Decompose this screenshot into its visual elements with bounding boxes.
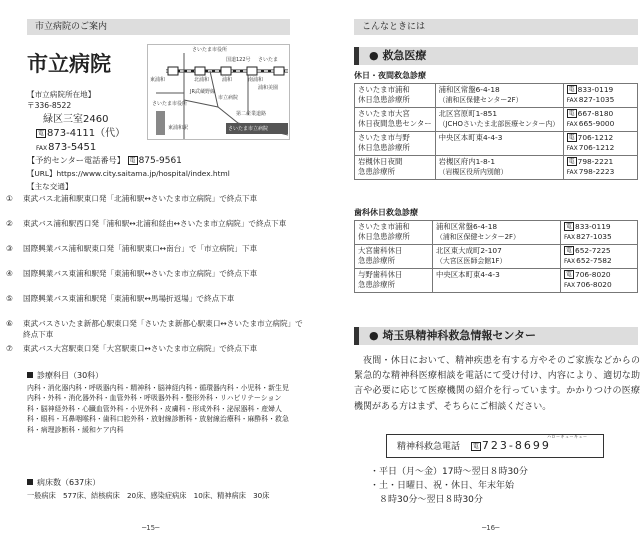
phone-icon: 電 — [566, 271, 573, 278]
access-item — [6, 293, 306, 304]
map-label: 東浦和駅 — [168, 125, 189, 131]
clinic-address-line: （浦和区保健センター2F） — [436, 233, 520, 241]
clinic-name — [355, 269, 433, 293]
reserve-line — [27, 155, 182, 166]
map-label: 国道122号 — [226, 57, 251, 63]
phone-icon: 電 — [129, 157, 136, 164]
clinic-address-line: 浦和区常盤6-4-18 — [438, 85, 500, 94]
hospital-map — [147, 44, 290, 140]
hospital-url[interactable]: 【URL】https://www.city.saitama.jp/hospital/index.html — [27, 169, 230, 178]
hours-line: ・土・日曜日、祝・休日、年末年始 — [370, 481, 515, 491]
fax-icon: FAX — [564, 282, 576, 289]
clinic-address-line — [439, 143, 560, 153]
dept-heading — [27, 371, 103, 381]
access-item — [6, 218, 306, 229]
fax-number: 873-5451 — [48, 142, 97, 153]
fax-icon: FAX — [564, 234, 576, 241]
clinic-row — [355, 269, 638, 293]
page-number: ─16─ — [482, 524, 500, 532]
reserve-tel: 875-9561 — [138, 156, 182, 166]
map-label-hospital: さいたま市立病院 — [228, 126, 269, 132]
hours-line: ８時30分～翌日８時30分 — [370, 495, 483, 505]
access-item — [6, 318, 306, 340]
clinic-row — [355, 221, 638, 245]
hours-line: ・平日（月～金）17時～翌日８時30分 — [370, 467, 528, 477]
clinic-fax: 827-1035 — [576, 232, 612, 241]
fax-icon: FAX — [566, 97, 578, 104]
clinic-tel[interactable]: 833-0119 — [575, 222, 611, 231]
access-item — [6, 193, 306, 204]
clinic-address-line: （大宮区医師会館1F） — [436, 257, 507, 265]
clinic-fax: 706-1212 — [578, 143, 615, 152]
clinic-name-line: さいたま市浦和 — [358, 85, 410, 94]
map-label: 南浦和 — [248, 77, 264, 83]
clinic-fax: 827-1035 — [578, 95, 615, 104]
address-heading: 【市立病院所在地】 — [27, 90, 96, 99]
tel-line — [36, 127, 125, 140]
reserve-label: 【予約センター電話番号】 — [27, 155, 125, 165]
map-label: JR武蔵野線 — [190, 89, 215, 95]
fax-icon: FAX — [36, 145, 48, 152]
dental-clinic-table — [354, 220, 638, 293]
access-heading: 【主な交通】 — [27, 182, 73, 191]
clinic-address-line: 中央区本町東4-4-3 — [438, 133, 503, 142]
map-label: 北浦和 — [194, 77, 210, 83]
dental-clinic-subheading: 歯科休日救急診療 — [354, 208, 418, 217]
clinic-name — [355, 84, 436, 108]
section-band: 市立病院のご案内 — [27, 19, 290, 35]
clinic-contact — [561, 245, 638, 269]
night-clinic-subheading: 休日・夜間救急診療 — [354, 71, 426, 80]
psych-section-title: 埼玉県精神科救急情報センター — [382, 329, 536, 342]
clinic-tel[interactable]: 667-8180 — [577, 109, 614, 118]
fax-icon: FAX — [566, 121, 578, 128]
phone-icon: 電 — [566, 247, 573, 254]
clinic-tel[interactable]: 706-1212 — [577, 133, 614, 142]
clinic-name-line: 休日急患診療所 — [358, 143, 410, 152]
access-item — [6, 243, 306, 254]
access-num: ③ — [6, 244, 13, 253]
phone-icon: 電 — [568, 110, 575, 117]
psych-section-heading: ● 埼玉県精神科救急情報センター — [354, 327, 638, 345]
phone-icon: 電 — [568, 158, 575, 165]
fax-icon: FAX — [566, 145, 578, 152]
map-label: さいたま市役所 — [192, 47, 228, 53]
access-text: 東武バス浦和駅西口発「浦和駅↔北浦和経由↔さいたま市立病院」で終点下車 — [23, 219, 287, 228]
square-bullet-icon — [27, 479, 33, 485]
beds-heading — [27, 478, 100, 488]
clinic-address — [433, 269, 561, 293]
clinic-name-line: さいたま市大宮 — [358, 109, 410, 118]
square-bullet-icon — [27, 372, 33, 378]
access-num: ② — [6, 219, 13, 228]
clinic-name — [355, 221, 433, 245]
clinic-address — [433, 245, 561, 269]
clinic-contact — [561, 221, 638, 245]
clinic-row — [355, 132, 638, 156]
psych-phone-kana: ハローキューキュー — [547, 434, 588, 439]
fax-line — [36, 141, 96, 155]
clinic-address-line: 中央区本町東4-4-3 — [436, 270, 500, 279]
beds-heading-text: 病床数（637床） — [37, 478, 101, 487]
page-title: 市立病院 — [27, 51, 111, 76]
clinic-name-line: 急患診療所 — [358, 167, 395, 176]
phone-icon: 電 — [472, 443, 479, 450]
map-label: さいたま — [258, 57, 279, 63]
clinic-name-line: 休日急患診療所 — [358, 95, 410, 104]
clinic-address — [433, 221, 561, 245]
address: 緑区三室2460 — [43, 114, 109, 125]
clinic-fax: 798-2223 — [578, 167, 615, 176]
dept-heading-text: 診療科目（30科） — [37, 371, 104, 380]
fax-icon: FAX — [566, 169, 578, 176]
phone-icon: 電 — [38, 130, 45, 137]
clinic-fax: 706-8020 — [576, 280, 612, 289]
emergency-section-title: 救急医療 — [382, 49, 427, 62]
clinic-address-line: 浦和区常盤6-4-18 — [436, 222, 498, 231]
access-num: ① — [6, 194, 13, 203]
psych-phone-number[interactable]: 723-8699 — [481, 439, 551, 452]
access-item — [6, 343, 306, 354]
access-text: 東武バス北浦和駅東口発「北浦和駅↔さいたま市立病院」で終点下車 — [23, 194, 258, 203]
clinic-name — [355, 132, 436, 156]
access-num: ⑤ — [6, 294, 13, 303]
night-clinic-table — [354, 83, 638, 180]
access-text: 国際興業バス浦和駅東口発「浦和駅東口↔南台」で「市立病院」下車 — [23, 244, 258, 253]
map-label: 東浦和 — [150, 77, 166, 83]
map-label: 第二産業道路 — [236, 111, 267, 117]
clinic-row — [355, 108, 638, 132]
access-text: 国際興業バス東浦和駅発「東浦和駅↔さいたま市立病院」で終点下車 — [23, 269, 258, 278]
page-left — [0, 0, 310, 540]
clinic-fax: 652-7582 — [576, 256, 612, 265]
clinic-address — [435, 108, 563, 132]
psych-phone-box — [386, 434, 604, 458]
clinic-address-line: 北区宮原町1-851 — [438, 109, 498, 118]
tel-number: 873-4111（代） — [47, 128, 126, 139]
clinic-row — [355, 245, 638, 269]
clinic-contact — [563, 108, 637, 132]
fax-icon: FAX — [564, 258, 576, 265]
access-num: ④ — [6, 269, 13, 278]
clinic-name-line: さいたま市与野 — [358, 133, 410, 142]
clinic-name-line: 休日夜間急患センター — [358, 119, 432, 128]
clinic-contact — [563, 156, 637, 180]
access-item — [6, 268, 306, 279]
access-num: ⑦ — [6, 344, 13, 353]
dept-list: 内科・消化器内科・呼吸器内科・精神科・脳神経内科・循環器内科・小児科・新生児内科・外科・消化器外科・血管外科・呼吸器外科・整形外科・リハビリテーション科・脳神経外科・心臓血管外科・小児外科・皮膚科・形成外科・泌尿器科・産婦人科・眼科・耳鼻咽喉科・歯科口腔外科・放射線診断科・放射線治療科・麻酔科・救急科・病理診断科・緩和ケア内科 — [27, 384, 289, 434]
clinic-name-line: 与野歯科休日 — [358, 270, 403, 279]
clinic-fax: 665-9000 — [578, 119, 615, 128]
clinic-contact — [561, 269, 638, 293]
clinic-address-line: （JCHOさいたま北部医療センター内） — [438, 120, 560, 128]
page-right — [330, 0, 643, 540]
clinic-name-line: 急患診療所 — [358, 256, 395, 265]
access-text: 東武バス大宮駅東口発「大宮駅東口↔さいたま市立病院」で終点下車 — [23, 344, 258, 353]
clinic-row — [355, 84, 638, 108]
emergency-section-heading: ● 救急医療 — [354, 47, 638, 65]
phone-icon: 電 — [568, 86, 575, 93]
clinic-name-line: 急患診療所 — [358, 280, 395, 289]
access-text: 東武バスさいたま新都心駅東口発「さいたま新都心駅東口↔さいたま市立病院」で終点下車 — [23, 319, 303, 339]
clinic-address — [435, 132, 563, 156]
clinic-tel[interactable]: 798-2221 — [577, 157, 614, 166]
page-number: ─15─ — [142, 524, 160, 532]
clinic-name-line: 大宮歯科休日 — [358, 246, 403, 255]
psych-phone-label: 精神科救急電話 — [397, 442, 461, 452]
clinic-address-line: （浦和区保健センター2F） — [438, 96, 523, 104]
clinic-address — [435, 84, 563, 108]
clinic-tel[interactable]: 652-7225 — [575, 246, 611, 255]
clinic-tel[interactable]: 706-8020 — [575, 270, 611, 279]
clinic-row — [355, 156, 638, 180]
phone-icon: 電 — [568, 134, 575, 141]
map-label: 浦和 — [222, 77, 233, 83]
clinic-tel[interactable]: 833-0119 — [577, 85, 614, 94]
clinic-address — [435, 156, 563, 180]
clinic-name-line: 休日急患診療所 — [358, 232, 410, 241]
clinic-name-line: 岩槻休日夜間 — [358, 157, 403, 166]
zip-code: 〒336-8522 — [27, 101, 72, 110]
psych-description: 夜間・休日において、精神疾患を有する方やそのご家族などからの緊急的な精神科医療相談を電話にて受け付け、内容により、適切な助言や必要に応じて医療機関の紹介を行っています。かかりつけの医療機関がある方はまず、そちらにご相談ください。 — [354, 356, 640, 412]
clinic-contact — [563, 84, 637, 108]
section-band: こんなときには — [354, 19, 638, 35]
phone-icon: 電 — [566, 223, 573, 230]
map-label: 市立病院 — [218, 95, 239, 101]
clinic-name — [355, 245, 433, 269]
clinic-address-line — [436, 280, 557, 290]
access-text: 国際興業バス東浦和駅発「東浦和駅↔馬場折返場」で終点下車 — [23, 294, 235, 303]
clinic-name-line: さいたま市浦和 — [358, 222, 410, 231]
access-num: ⑥ — [6, 319, 13, 328]
clinic-contact — [563, 132, 637, 156]
clinic-address-line: （岩槻区役所内別館） — [438, 168, 508, 176]
map-label: 浦和美園 — [258, 85, 279, 91]
map-label: さいたま市役所 — [152, 101, 188, 107]
clinic-name — [355, 156, 436, 180]
beds-detail: 一般病床 577床、結核病床 20床、感染症病床 10床、精神病床 30床 — [27, 491, 270, 500]
clinic-name — [355, 108, 436, 132]
clinic-address-line: 岩槻区府内1-8-1 — [438, 157, 496, 166]
clinic-address-line: 北区東大成町2-107 — [436, 246, 502, 255]
